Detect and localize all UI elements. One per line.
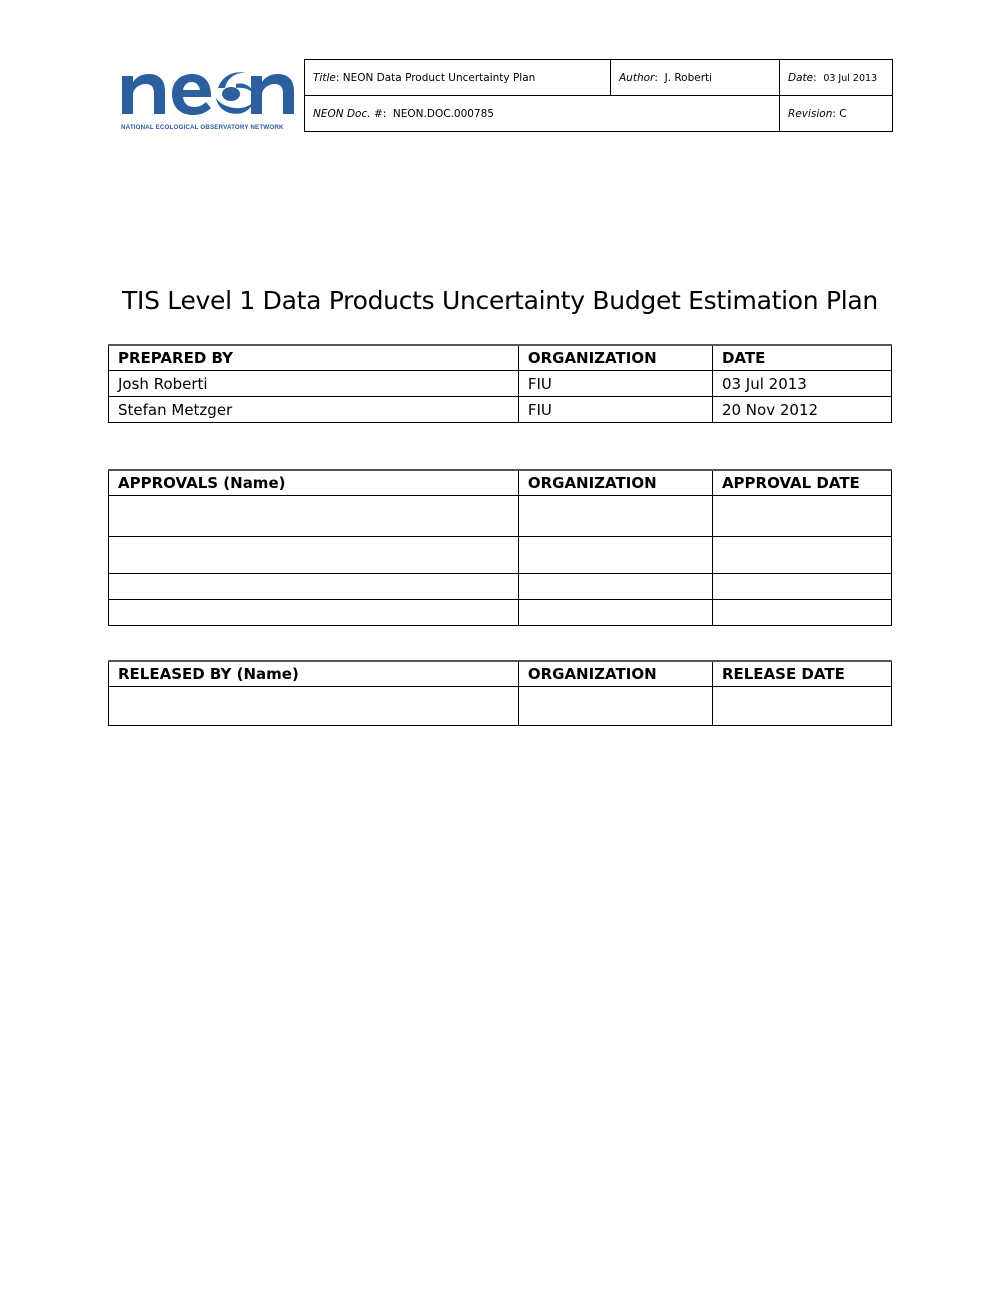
neon-logo	[118, 58, 296, 136]
doc-number-value: NEON.DOC.000785	[392, 107, 494, 120]
table-row	[109, 687, 892, 726]
author-label: Author	[619, 71, 655, 84]
empty-cell	[712, 496, 891, 537]
empty-cell	[109, 574, 519, 600]
approvals-header-row	[109, 470, 892, 496]
table-row	[109, 397, 892, 423]
prepared-col-date: DATE	[712, 345, 891, 371]
preparer-org: FIU	[518, 371, 712, 397]
revision-value: C	[839, 107, 847, 120]
released-col-name: RELEASED BY (Name)	[109, 661, 519, 687]
preparer-name: Josh Roberti	[109, 371, 519, 397]
empty-cell	[109, 687, 519, 726]
approvals-col-name: APPROVALS (Name)	[109, 470, 519, 496]
neon-wordmark-graphic	[118, 58, 296, 124]
empty-cell	[712, 687, 891, 726]
header-title-cell: Title: NEON Data Product Uncertainty Plan	[305, 60, 611, 96]
empty-cell	[712, 574, 891, 600]
date-value: 03 Jul 2013	[823, 72, 878, 84]
header-revision-cell: Revision: C	[780, 96, 893, 132]
document-title: TIS Level 1 Data Products Uncertainty Budget Estimation Plan	[122, 286, 878, 315]
document-header-table	[304, 59, 893, 132]
preparer-date: 20 Nov 2012	[712, 397, 891, 423]
empty-cell	[109, 600, 519, 626]
prepared-header-row	[109, 345, 892, 371]
revision-label: Revision	[788, 107, 833, 120]
header-row-1	[305, 60, 893, 96]
empty-cell	[109, 537, 519, 574]
approvals-col-date: APPROVAL DATE	[712, 470, 891, 496]
empty-cell	[109, 496, 519, 537]
prepared-by-table	[108, 344, 892, 423]
preparer-org: FIU	[518, 397, 712, 423]
header-date-cell: Date: 03 Jul 2013	[780, 60, 893, 96]
preparer-name: Stefan Metzger	[109, 397, 519, 423]
table-row	[109, 537, 892, 574]
table-row	[109, 496, 892, 537]
header-docnum-cell: NEON Doc. #: NEON.DOC.000785	[305, 96, 780, 132]
preparer-date: 03 Jul 2013	[712, 371, 891, 397]
table-row	[109, 574, 892, 600]
date-label: Date	[788, 71, 814, 84]
empty-cell	[712, 600, 891, 626]
empty-cell	[712, 537, 891, 574]
prepared-col-org: ORGANIZATION	[518, 345, 712, 371]
empty-cell	[518, 600, 712, 626]
empty-cell	[518, 496, 712, 537]
empty-cell	[518, 574, 712, 600]
table-row	[109, 600, 892, 626]
empty-cell	[518, 687, 712, 726]
prepared-col-name: PREPARED BY	[109, 345, 519, 371]
approvals-table	[108, 469, 892, 626]
released-by-table	[108, 660, 892, 726]
author-value: J. Roberti	[664, 71, 713, 84]
released-col-org: ORGANIZATION	[518, 661, 712, 687]
header-row-2	[305, 96, 893, 132]
empty-cell	[518, 537, 712, 574]
table-row	[109, 371, 892, 397]
approvals-col-org: ORGANIZATION	[518, 470, 712, 496]
released-col-date: RELEASE DATE	[712, 661, 891, 687]
released-header-row	[109, 661, 892, 687]
logo-tagline: NATIONAL ECOLOGICAL OBSERVATORY NETWORK	[121, 124, 284, 131]
header-author-cell: Author: J. Roberti	[611, 60, 780, 96]
title-value: NEON Data Product Uncertainty Plan	[342, 71, 536, 84]
doc-number-label: NEON Doc. #	[313, 107, 383, 120]
title-label: Title	[313, 71, 336, 84]
